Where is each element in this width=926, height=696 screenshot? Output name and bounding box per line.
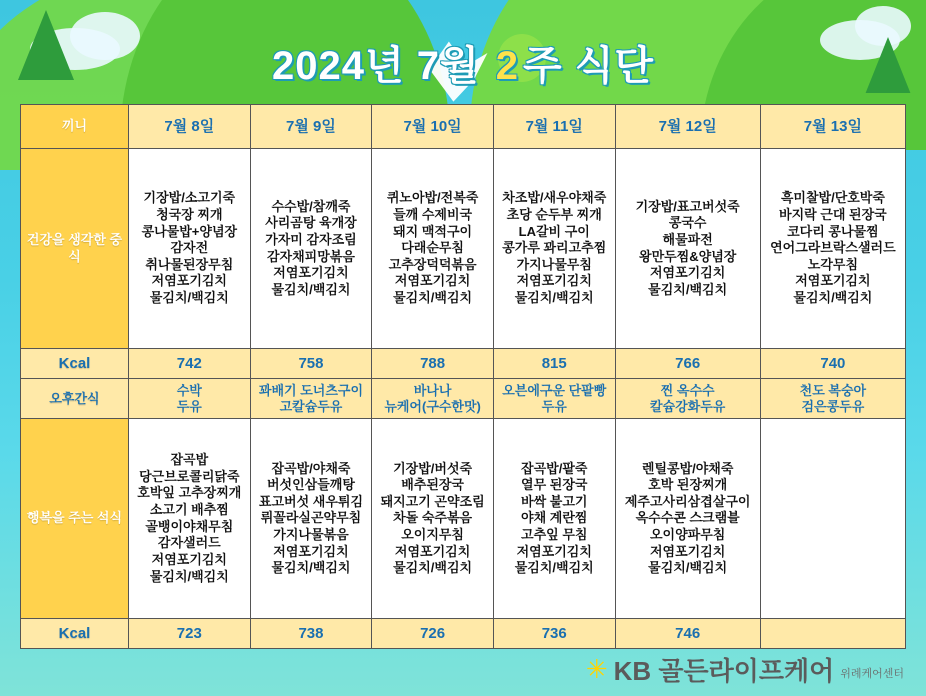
lunch-cell-1 — [250, 149, 372, 349]
menu-line: 물김치/백김치 — [648, 281, 728, 297]
menu-line: 배추된장국 — [401, 477, 464, 493]
menu-line: 물김치/백김치 — [793, 290, 873, 306]
page-title — [0, 34, 926, 91]
table-row-kcal-dinner — [21, 619, 906, 649]
menu-line: 콩나물밥+양념장 — [141, 223, 238, 239]
date-header-3: 7월 11일 — [493, 105, 615, 149]
kcal-dinner-1: 738 — [250, 619, 372, 649]
menu-line: 오이양파무침 — [649, 527, 726, 542]
menu-line: 버섯인삼들깨탕 — [267, 477, 355, 493]
kcal-dinner-0: 723 — [129, 619, 251, 649]
menu-line: 가자미 감자조림 — [265, 231, 357, 247]
menu-line: 들깨 수제비국 — [393, 206, 473, 222]
menu-line: 돼지 맥적구이 — [393, 223, 473, 239]
menu-line: 물김치/백김치 — [149, 290, 229, 306]
menu-line: 콩가루 꽈리고추찜 — [502, 240, 607, 256]
menu-line: 물김치/백김치 — [271, 281, 351, 297]
menu-line: 골뱅이야채무침 — [145, 518, 234, 534]
footer-logo — [586, 656, 904, 684]
kcal-dinner-3: 736 — [493, 619, 615, 649]
table-row-snack — [21, 379, 906, 419]
menu-line: 오이지무침 — [401, 527, 464, 542]
row-label-kcal-lunch: Kcal — [21, 349, 129, 379]
menu-line: 노각무침 — [807, 256, 858, 272]
menu-line: 잡곡밥/팥죽 — [521, 460, 588, 476]
menu-line: 고추장덕덕볶음 — [388, 256, 477, 272]
dinner-cell-1 — [250, 419, 372, 619]
menu-line: 저염포기김치 — [273, 265, 349, 281]
row-label-dinner: 행복을 주는 석식 — [21, 419, 129, 619]
menu-line: 고칼슘두유 — [279, 398, 343, 414]
table-row-header — [21, 105, 906, 149]
menu-line: 다래순무침 — [401, 240, 464, 256]
menu-line: 바싹 불고기 — [521, 493, 588, 509]
menu-line: 차조밥/새우야채죽 — [502, 190, 607, 206]
date-header-4: 7월 12일 — [615, 105, 760, 149]
menu-line: 저염포기김치 — [273, 543, 349, 559]
title-week-number: 2 — [495, 44, 519, 88]
menu-line: 물김치/백김치 — [514, 290, 594, 306]
menu-line: 콩국수 — [668, 215, 707, 231]
menu-line: 돼지고기 곤약조림 — [380, 493, 485, 509]
menu-line: 가지나물무침 — [516, 256, 592, 272]
menu-line: 표고버섯 새우튀김 — [258, 493, 363, 509]
kcal-lunch-2: 788 — [372, 349, 494, 379]
date-header-0: 7월 8일 — [129, 105, 251, 149]
menu-line: 청국장 찌개 — [156, 206, 223, 222]
row-label-lunch: 건강을 생각한 중식 — [21, 149, 129, 349]
menu-line: 물김치/백김치 — [393, 290, 473, 306]
menu-line: 꽈배기 도너츠구이 — [258, 383, 363, 398]
star-icon: ✳ — [585, 654, 608, 684]
date-header-5: 7월 13일 — [760, 105, 905, 149]
kcal-dinner-5 — [760, 619, 905, 649]
menu-line: 가지나물볶음 — [273, 527, 349, 542]
table-row-dinner — [21, 419, 906, 619]
row-label-meal: 끼니 — [21, 105, 129, 149]
menu-line: 두유 — [541, 398, 567, 414]
menu-line: 감자샐러드 — [157, 535, 221, 551]
menu-line: 저염포기김치 — [151, 273, 227, 289]
brand-name: KB 골든라이프케어 — [613, 656, 835, 686]
menu-line: 저염포기김치 — [649, 543, 726, 559]
menu-line: 고추잎 무침 — [521, 527, 588, 542]
menu-line: 감자채피망볶음 — [267, 248, 355, 264]
menu-line: 차돌 숙주볶음 — [393, 510, 473, 526]
menu-line: 감자전 — [170, 240, 209, 256]
menu-line: 검은콩두유 — [801, 398, 865, 414]
menu-line: 뤼꼴라실곤약무침 — [260, 510, 362, 526]
menu-line: 열무 된장국 — [521, 477, 588, 493]
menu-line: 소고기 배추찜 — [149, 502, 229, 518]
dinner-cell-0 — [129, 419, 251, 619]
menu-line: 수수밥/참깨죽 — [271, 198, 351, 214]
menu-line: 야채 계란찜 — [521, 510, 588, 526]
lunch-cell-4 — [615, 149, 760, 349]
menu-line: 기장밥/표고버섯죽 — [635, 198, 740, 214]
menu-line: 저염포기김치 — [516, 273, 592, 289]
menu-line: 호박잎 고추장찌개 — [137, 485, 242, 501]
lunch-cell-3 — [493, 149, 615, 349]
title-main: 2024년 7월 — [271, 44, 492, 88]
menu-line: 렌틸콩밥/야채죽 — [641, 460, 734, 476]
menu-line: 기장밥/버섯죽 — [393, 460, 473, 476]
kcal-lunch-5: 740 — [760, 349, 905, 379]
snack-cell-1 — [250, 379, 372, 419]
menu-line: LA갈비 구이 — [518, 223, 590, 239]
menu-line: 연어그라브락스샐러드 — [770, 240, 896, 256]
menu-line: 왕만두찜&양념장 — [639, 248, 737, 264]
table-row-kcal-lunch — [21, 349, 906, 379]
menu-line: 저염포기김치 — [649, 265, 726, 281]
lunch-cell-0 — [129, 149, 251, 349]
table-row-lunch — [21, 149, 906, 349]
menu-line: 잡곡밥 — [170, 452, 209, 468]
menu-line: 기장밥/소고기죽 — [143, 190, 236, 206]
dinner-cell-4 — [615, 419, 760, 619]
date-header-2: 7월 10일 — [372, 105, 494, 149]
kcal-dinner-4: 746 — [615, 619, 760, 649]
kcal-lunch-3: 815 — [493, 349, 615, 379]
menu-line: 해물파전 — [662, 231, 713, 247]
menu-line: 오븐에구운 단팥빵 — [502, 383, 607, 398]
menu-line: 옥수수콘 스크램블 — [635, 510, 740, 526]
menu-line: 물김치/백김치 — [149, 568, 229, 584]
menu-line: 칼슘강화두유 — [649, 398, 726, 414]
menu-line: 흑미찰밥/단호박죽 — [780, 190, 885, 206]
row-label-kcal-dinner: Kcal — [21, 619, 129, 649]
menu-line: 취나물된장무침 — [145, 256, 234, 272]
menu-line: 천도 복숭아 — [799, 383, 867, 398]
snack-cell-3 — [493, 379, 615, 419]
menu-line: 호박 된장찌개 — [648, 477, 728, 493]
menu-line: 잡곡밥/야채죽 — [271, 460, 351, 476]
lunch-cell-5 — [760, 149, 905, 349]
menu-line: 바나나 — [413, 383, 452, 398]
menu-table — [20, 104, 906, 649]
dinner-cell-3 — [493, 419, 615, 619]
menu-line: 물김치/백김치 — [514, 560, 594, 576]
kcal-lunch-0: 742 — [129, 349, 251, 379]
menu-line: 찐 옥수수 — [660, 383, 715, 398]
menu-line: 저염포기김치 — [795, 273, 871, 289]
menu-line: 바지락 근대 된장국 — [779, 206, 887, 222]
row-label-snack: 오후간식 — [21, 379, 129, 419]
menu-line: 수박 — [176, 383, 202, 398]
dinner-cell-5 — [760, 419, 905, 619]
date-header-1: 7월 9일 — [250, 105, 372, 149]
kcal-dinner-2: 726 — [372, 619, 494, 649]
menu-line: 사리곰탕 육개장 — [265, 215, 357, 231]
snack-cell-2 — [372, 379, 494, 419]
menu-line: 물김치/백김치 — [271, 560, 351, 576]
menu-line: 물김치/백김치 — [393, 560, 473, 576]
kcal-lunch-4: 766 — [615, 349, 760, 379]
menu-line: 저염포기김치 — [394, 543, 471, 559]
menu-line: 두유 — [176, 398, 202, 414]
brand-center-name: 위례케어센터 — [840, 668, 904, 680]
snack-cell-4 — [615, 379, 760, 419]
menu-line: 제주고사리삼겹살구이 — [624, 493, 751, 509]
menu-line: 코다리 콩나물찜 — [787, 223, 879, 239]
snack-cell-0 — [129, 379, 251, 419]
menu-line: 당근브로콜리닭죽 — [139, 468, 240, 484]
menu-line: 뉴케어(구수한맛) — [384, 398, 481, 414]
menu-line: 물김치/백김치 — [648, 560, 728, 576]
title-tail: 주 식단 — [522, 44, 655, 88]
menu-line: 저염포기김치 — [516, 543, 592, 559]
menu-line: 저염포기김치 — [394, 273, 471, 289]
menu-line: 저염포기김치 — [151, 551, 227, 567]
dinner-cell-2 — [372, 419, 494, 619]
kcal-lunch-1: 758 — [250, 349, 372, 379]
menu-line: 퀴노아밥/전복죽 — [386, 190, 479, 206]
lunch-cell-2 — [372, 149, 494, 349]
menu-line: 초당 순두부 찌개 — [506, 206, 602, 222]
snack-cell-5 — [760, 379, 905, 419]
